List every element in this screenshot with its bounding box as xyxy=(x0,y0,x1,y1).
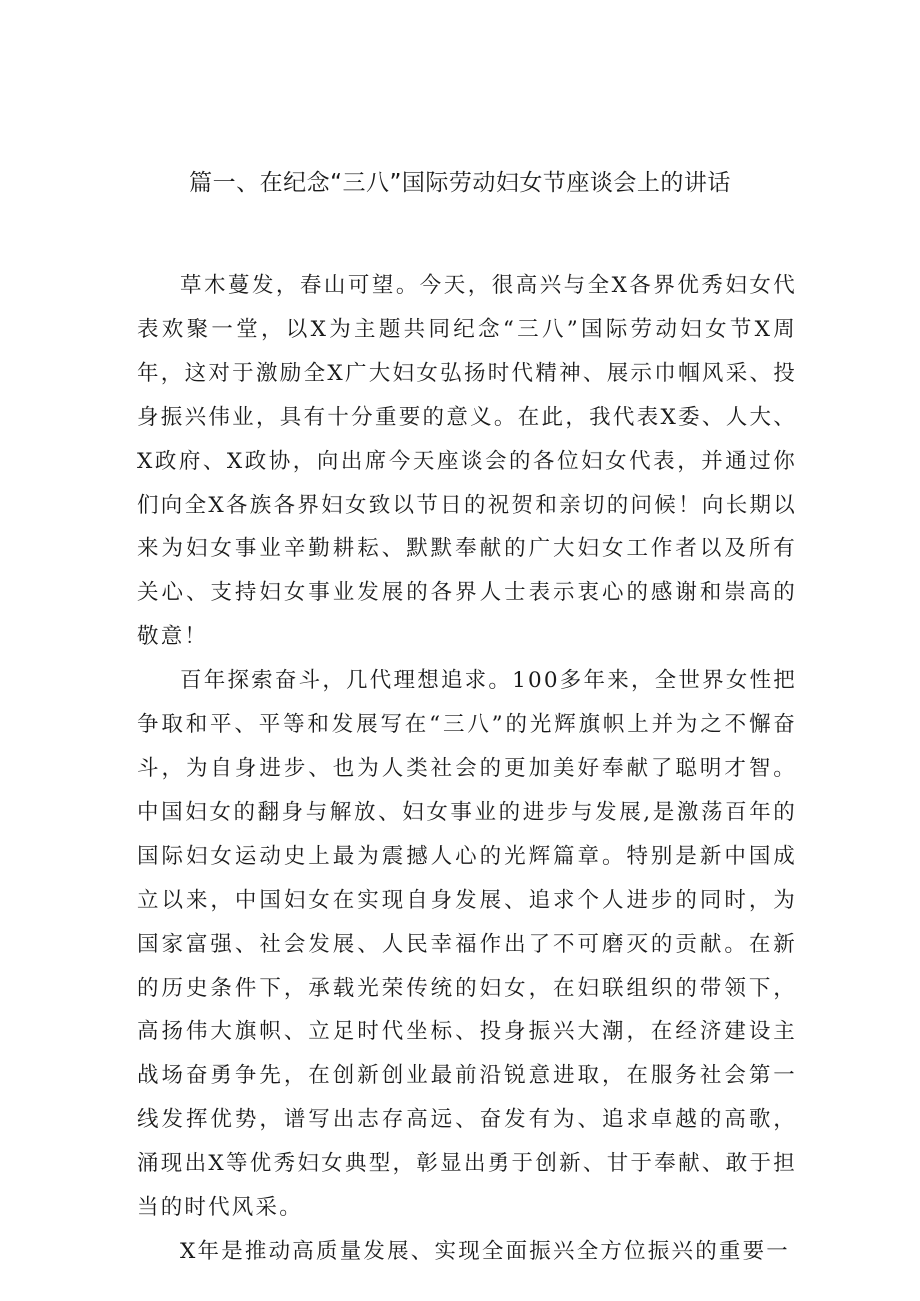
document-title: 篇一、在纪念“三八”国际劳动妇女节座谈会上的讲话 xyxy=(189,170,731,196)
paragraph: X年是推动高质量发展、实现全面振兴全方位振兴的重要一 xyxy=(180,1238,791,1264)
paragraph: 百年探索奋斗，几代理想追求。100多年来，全世界女性把争取和平、平等和发展写在“三八”的光辉旗帜上并为之不懈奋斗，为自身进步、也为人类社会的更加美好奉献了聪明才智。中国妇女的翻身与解放、妇女事业的进步与发展,是激荡百年的国际妇女运动史上最为震撼人心的光辉篇章。特别是新中国成立以来，中国妇女在实现自身发展、追求个人进步的同时，为国家富强、社会发展、人民幸福作出了不可磨灭的贡献。在新的历史条件下，承载光荣传统的妇女，在妇联组织的带领下，高扬伟大旗帜、立足时代坐标、投身振兴大潮，在经济建设主战场奋勇争先，在创新创业最前沿锐意进取，在服务社会第一线发挥优势，谱写出志存高远、奋发有为、追求卓越的高歌，涌现出X等优秀妇女典型，彰显出勇于创新、甘于奉献、敢于担当的时代风采。 xyxy=(137,668,797,1221)
paragraph: 草木蔓发，春山可望。今天，很高兴与全X各界优秀妇女代表欢聚一堂，以X为主题共同纪念“三八”国际劳动妇女节X周年，这对于激励全X广大妇女弘扬时代精神、展示巾帼风采、投身振兴伟业，具有十分重要的意义。在此，我代表X委、人大、X政府、X政协，向出席今天座谈会的各位妇女代表，并通过你们向全X各族各界妇女致以节日的祝贺和亲切的问候！向长期以来为妇女事业辛勤耕耘、默默奉献的广大妇女工作者以及所有关心、支持妇女事业发展的各界人士表示衷心的感谢和崇高的敬意！ xyxy=(137,273,797,650)
document-body xyxy=(137,264,797,1274)
